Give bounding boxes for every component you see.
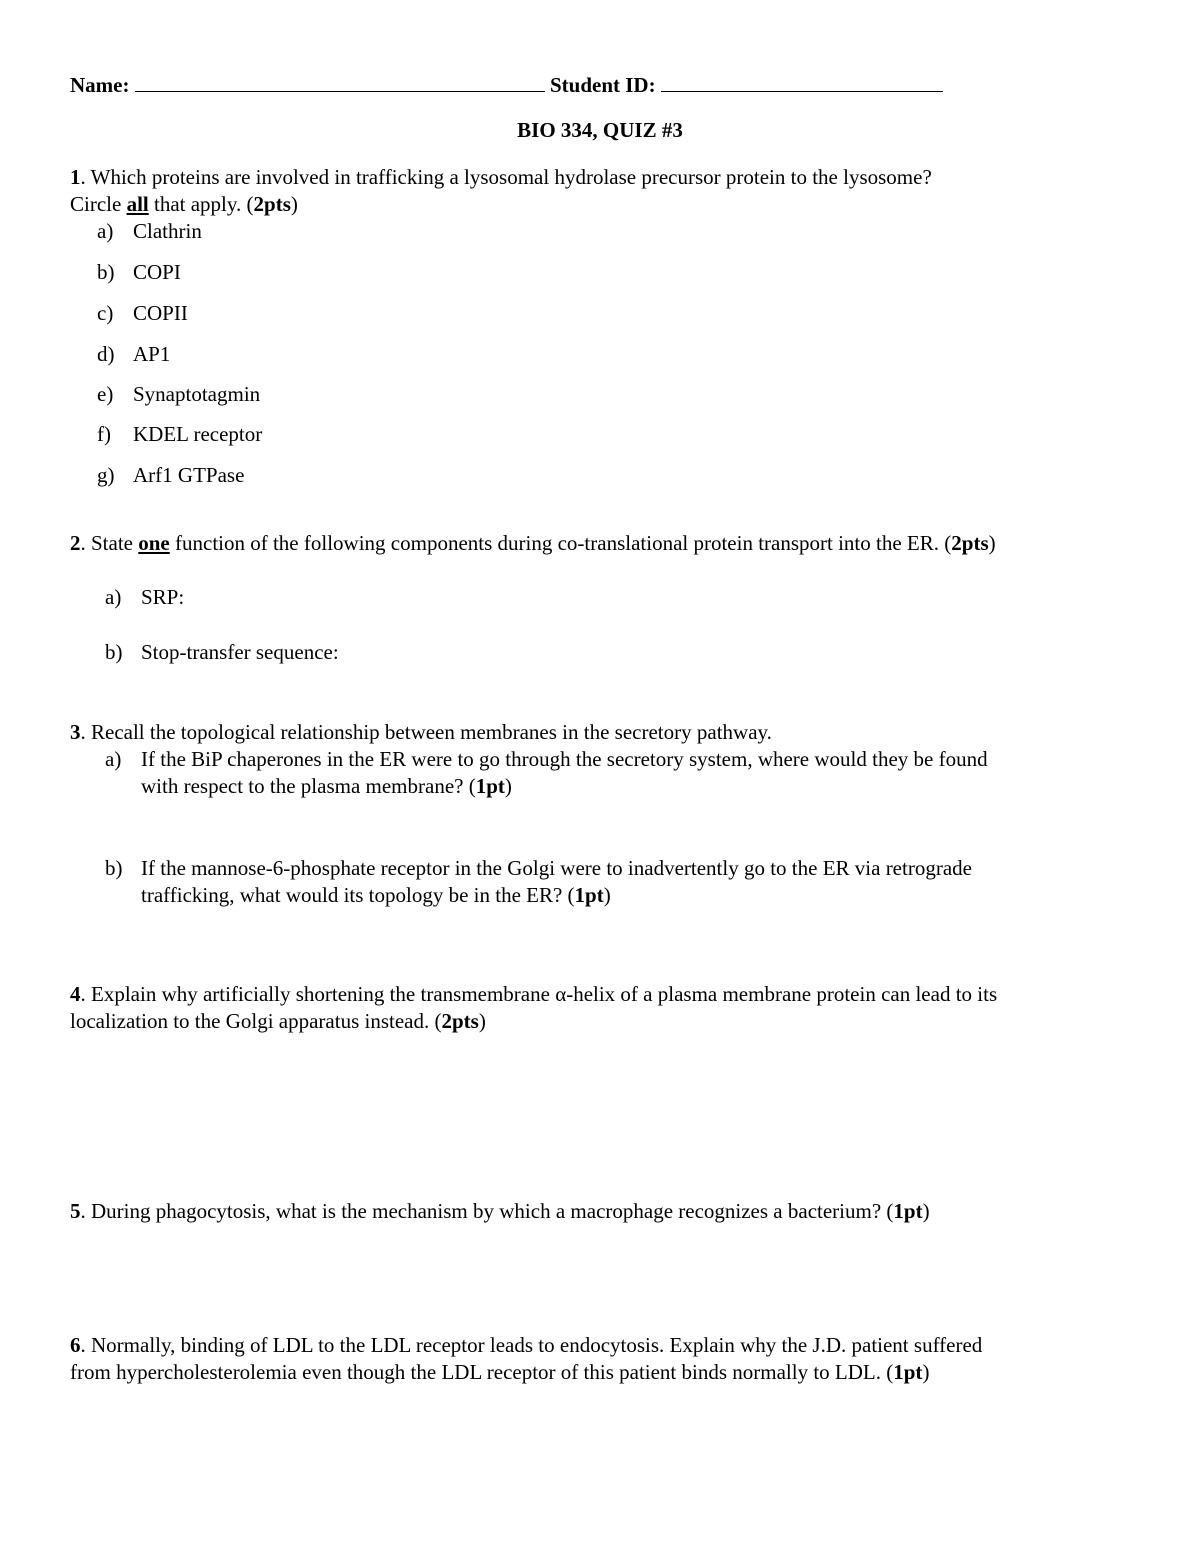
q4-text-line2: localization to the Golgi apparatus instead. (2pts) <box>70 1009 486 1033</box>
q2-number: 2 <box>70 531 81 555</box>
q5-number: 5 <box>70 1199 81 1223</box>
q2-emphasis: one <box>138 531 170 555</box>
q1-option-b[interactable]: b) COPI <box>97 260 181 284</box>
q1-emphasis: all <box>126 192 149 216</box>
q3-number: 3 <box>70 720 81 744</box>
q1-number: 1 <box>70 165 81 189</box>
q4-number: 4 <box>70 982 81 1006</box>
q3-text: 3. Recall the topological relationship between membranes in the secretory pathway. <box>70 720 772 744</box>
q1-option-f[interactable]: f) KDEL receptor <box>97 422 263 446</box>
quiz-title: BIO 334, QUIZ #3 <box>517 118 683 142</box>
q6-number: 6 <box>70 1333 81 1357</box>
q1-text-line2: Circle all that apply. (2pts) <box>70 192 298 216</box>
q2-part-a: a) SRP: <box>105 585 185 609</box>
q6-text-line2: from hypercholesterolemia even though the LDL receptor of this patient binds normally to LDL. (1pt) <box>70 1360 930 1384</box>
q3a-points: 1pt <box>475 774 505 798</box>
q1-option-e[interactable]: e) Synaptotagmin <box>97 382 261 406</box>
name-student-header <box>70 72 943 99</box>
q1-option-a[interactable]: a) Clathrin <box>97 219 202 243</box>
q2-text: 2. State one function of the following components during co-translational protein transport into the ER. (2pts) <box>70 531 996 555</box>
student-id-field[interactable] <box>661 73 943 92</box>
q4-text-line1: 4. Explain why artificially shortening the transmembrane α-helix of a plasma membrane protein can lead to its <box>70 982 998 1006</box>
q1-option-c[interactable]: c) COPII <box>97 301 188 325</box>
q6-points: 1pt <box>893 1360 923 1384</box>
q2-part-b: b) Stop-transfer sequence: <box>105 640 339 664</box>
q5-points: 1pt <box>893 1199 923 1223</box>
q4-points: 2pts <box>441 1009 479 1033</box>
q2-points: 2pts <box>951 531 989 555</box>
q1-points: 2pts <box>253 192 291 216</box>
q1-option-d[interactable]: d) AP1 <box>97 342 171 366</box>
q1-option-g[interactable]: g) Arf1 GTPase <box>97 463 245 487</box>
q1-text-line1: 1. Which proteins are involved in trafficking a lysosomal hydrolase precursor protein to the lysosome? <box>70 165 932 189</box>
student-id-label: Student ID: <box>549 73 656 97</box>
name-field[interactable] <box>135 73 545 92</box>
q6-text-line1: 6. Normally, binding of LDL to the LDL receptor leads to endocytosis. Explain why the J.D. patient suffered <box>70 1333 983 1357</box>
q5-text: 5. During phagocytosis, what is the mechanism by which a macrophage recognizes a bacterium? (1pt) <box>70 1199 930 1223</box>
q3b-points: 1pt <box>574 883 604 907</box>
name-label: Name: <box>70 73 130 97</box>
